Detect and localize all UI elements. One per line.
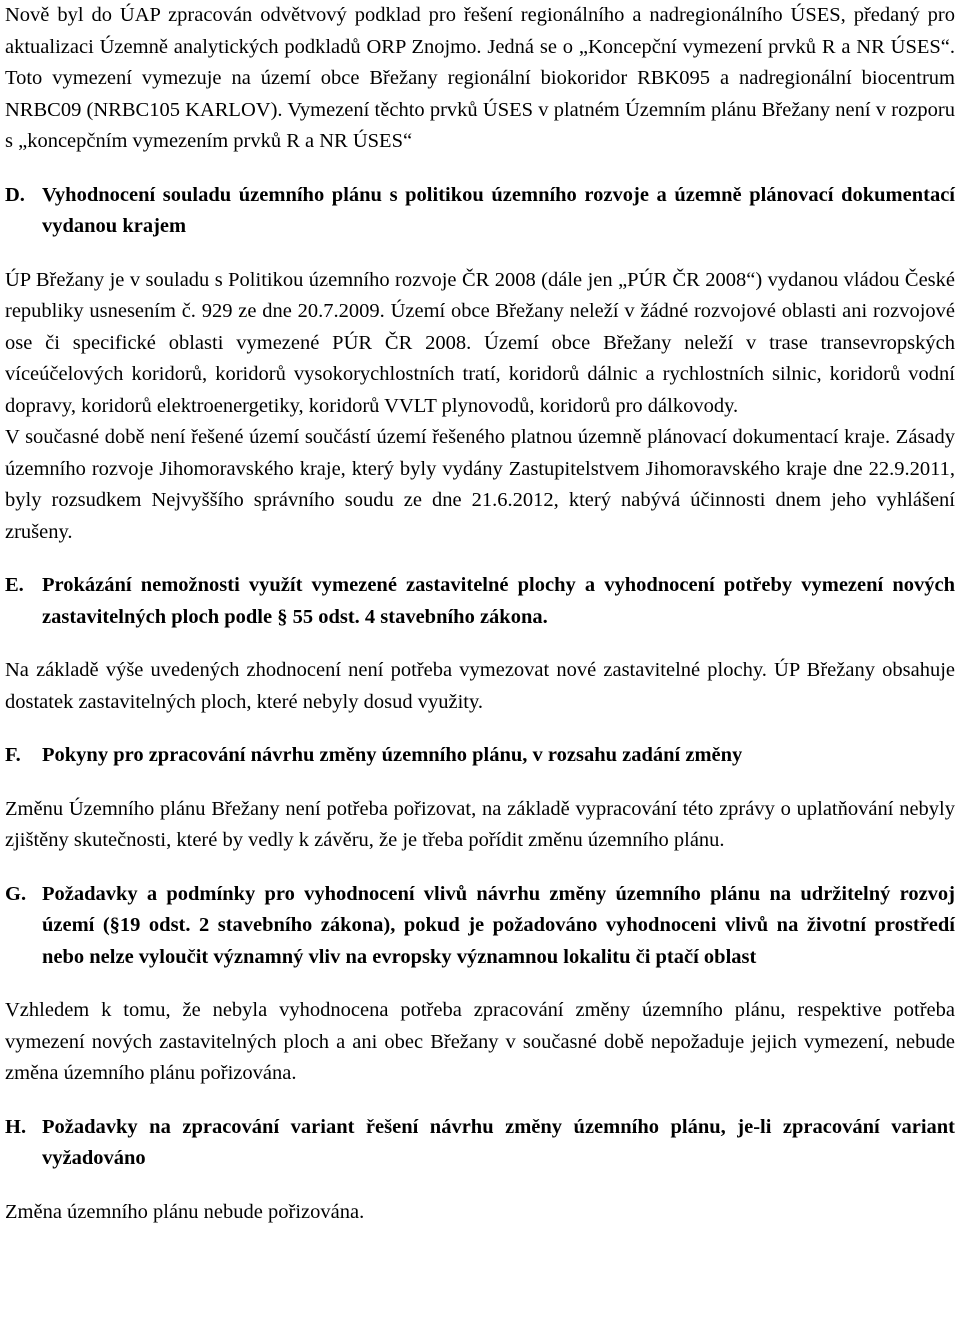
section-h-paragraph-1: Změna územního plánu nebude pořizována.: [5, 1200, 365, 1223]
section-g-letter: G.: [5, 882, 27, 905]
section-g-title: Požadavky a podmínky pro vyhodnocení vlivů návrhu změny územního plánu na udržitelný rozvoj území (§19 odst. 2 stavebního zákona), pokud je požadováno vyhodnoceni vlivů na životní prostředí nebo nelze vyloučit významný vliv na evropsky významnou lokalitu či ptačí oblast: [42, 882, 955, 968]
section-e-paragraph-1: Na základě výše uvedených zhodnocení není potřeba vymezovat nové zastavitelné plochy. ÚP Břežany obsahuje dostatek zastavitelných ploch, které nebyly dosud využity.: [5, 659, 955, 713]
section-f-title: Pokyny pro zpracování návrhu změny územního plánu, v rozsahu zadání změny: [42, 744, 743, 766]
section-d-heading: [5, 180, 955, 243]
section-g-paragraph-1: Vzhledem k tomu, že nebyla vyhodnocena potřeba zpracování změny územního plánu, respektive potřeba vymezení nových zastavitelných ploch a ani obec Břežany v současné době nepožaduje jejich vymezení, nebude změna územního plánu pořizována.: [5, 999, 955, 1084]
section-f-letter: F.: [5, 744, 21, 766]
section-h-letter: H.: [5, 1115, 27, 1138]
section-f-paragraph-1: Změnu Územního plánu Břežany není potřeba pořizovat, na základě vypracování této zprávy o uplatňování nebyly zjištěny skutečnosti, které by vedly k závěru, že je třeba pořídit změnu územního plánu.: [5, 797, 955, 851]
section-h-heading: [5, 1112, 955, 1175]
section-h-title: Požadavky na zpracování variant řešení návrhu změny územního plánu, je-li zpracování variant vyžadováno: [42, 1115, 955, 1169]
section-e-letter: E.: [5, 574, 24, 596]
section-d-title: Vyhodnocení souladu územního plánu s politikou územního rozvoje a územně plánovací dokumentací vydanou krajem: [42, 183, 955, 237]
section-d-paragraph-1: ÚP Břežany je v souladu s Politikou územního rozvoje ČR 2008 (dále jen „PÚR ČR 2008“) vydanou vládou České republiky usnesením č. 929 ze dne 20.7.2009. Území obce Břežany neleží v žádné rozvojové oblasti ani rozvojové ose či specifické oblasti vymezené PÚR ČR 2008. Území obce Břežany neleží v trase transevropských víceúčelových koridorů, koridorů vysokorychlostních tratí, koridorů dálnic a rychlostních silnic, koridorů vodní dopravy, koridorů elektroenergetiky, koridorů VVLT plynovodů, koridorů pro dálkovody.: [5, 268, 955, 417]
section-e-title: Prokázání nemožnosti využít vymezené zastavitelné plochy a vyhodnocení potřeby vymezení nových zastavitelných ploch podle § 55 odst. 4 stavebního zákona.: [42, 574, 955, 628]
section-d-letter: D.: [5, 183, 25, 206]
section-d-paragraph-2: V současné době není řešené území součástí území řešeného platnou územně plánovací dokumentací kraje. Zásady územního rozvoje Jihomoravského kraje, který byly vydány Zastupitelstvem Jihomoravského kraje dne 22.9.2011, byly rozsudkem Nejvyššího správního soudu ze dne 21.6.2012, který nabývá účinnosti dnem jeho vyhlášení zrušeny.: [5, 426, 955, 543]
intro-paragraph: Nově byl do ÚAP zpracován odvětvový podklad pro řešení regionálního a nadregionálního ÚSES, předaný pro aktualizaci Územně analytických podkladů ORP Znojmo. Jedná se o „Koncepční vymezení prvků R a NR ÚSES“. Toto vymezení vymezuje na území obce Břežany regionální biokoridor RBK095 a nadregionální biocentrum NRBC09 (NRBC105 KARLOV). Vymezení těchto prvků ÚSES v platném Územním plánu Břežany není v rozporu s „koncepčním vymezením prvků R a NR ÚSES“: [5, 4, 955, 152]
document-page: [5, 0, 955, 1228]
section-g-heading: [5, 879, 955, 974]
section-f-heading: [5, 740, 955, 772]
section-e-heading: [5, 570, 955, 633]
